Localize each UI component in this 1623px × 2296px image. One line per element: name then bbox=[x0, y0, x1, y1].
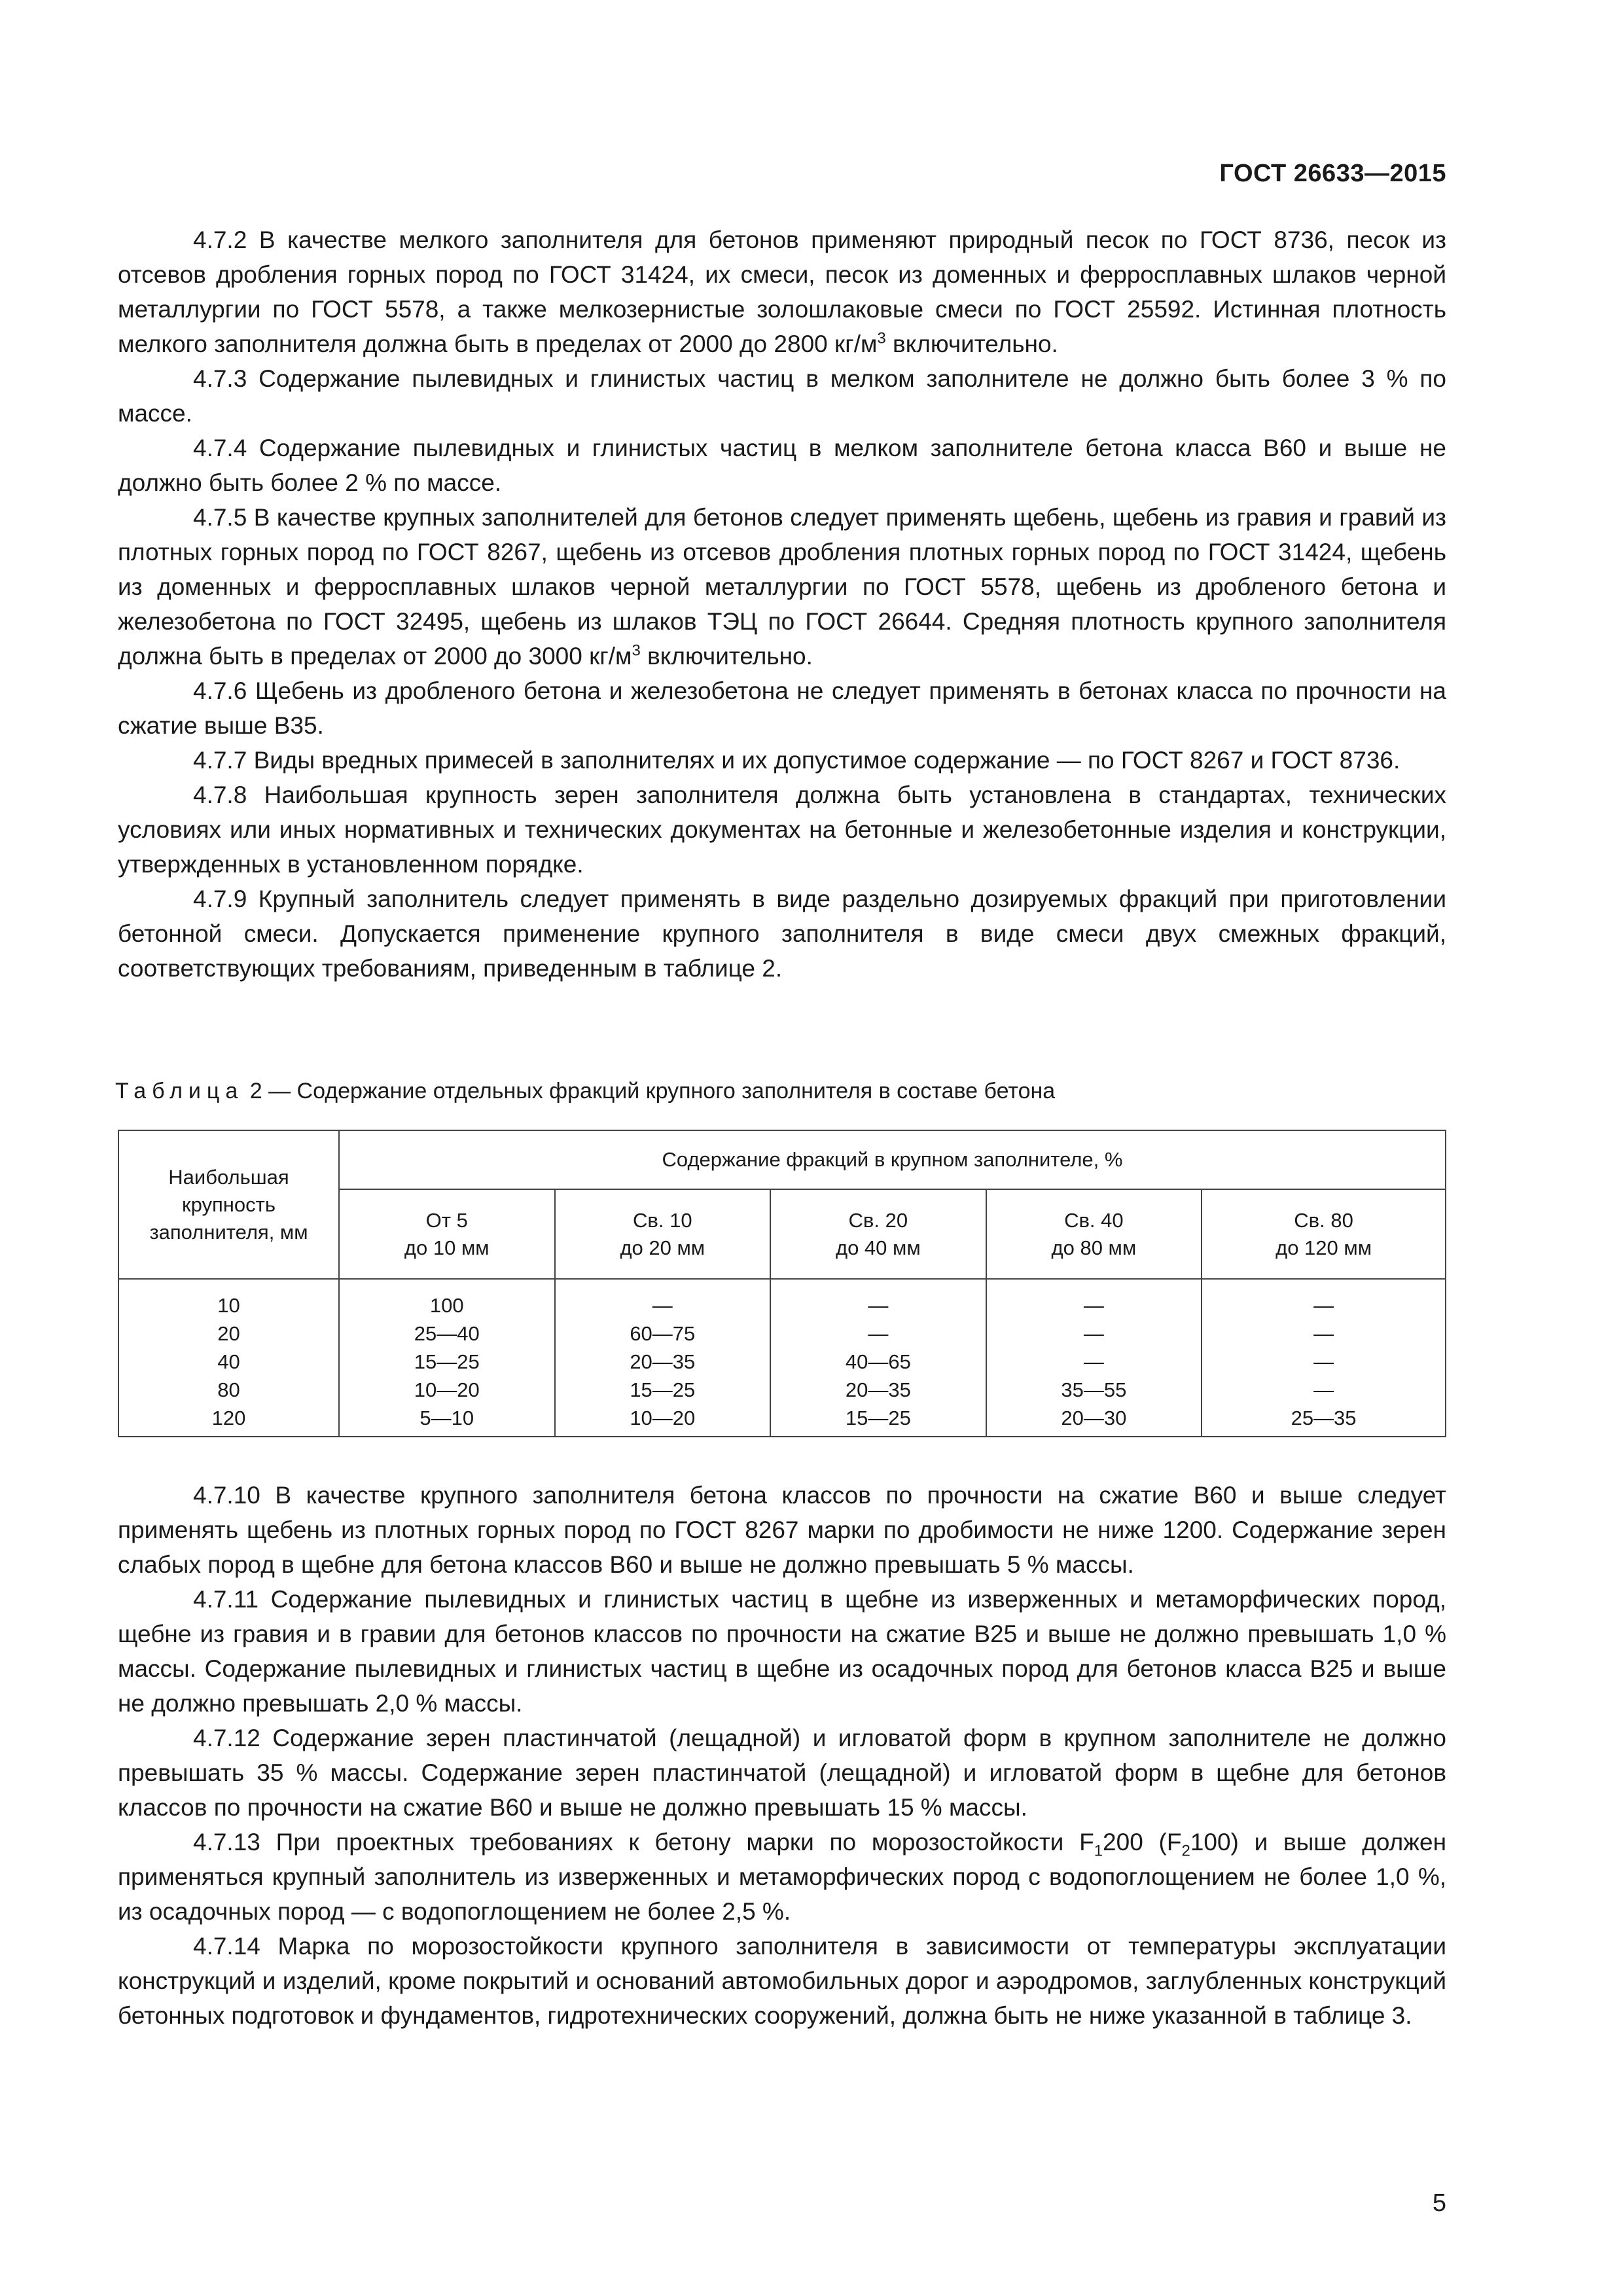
paragraph-4-7-9: 4.7.9 Крупный заполнитель следует применять в виде раздельно дозируемых фракций при приготовлении бетонной смеси. Допускается применение крупного заполнителя в виде смеси двух смежных фракций, соответствующих требованиям, приведенным в таблице 2. bbox=[118, 886, 1446, 982]
paragraph-4-7-7: 4.7.7 Виды вредных примесей в заполнителях и их допустимое содержание — по ГОСТ 8267 и ГОСТ 8736. bbox=[193, 747, 1400, 774]
table-subheader: От 5 до 10 мм bbox=[339, 1189, 555, 1279]
table-subheader: Св. 20 до 40 мм bbox=[770, 1189, 986, 1279]
page-number: 5 bbox=[1432, 2189, 1446, 2217]
paragraph-4-7-12: 4.7.12 Содержание зерен пластинчатой (лещадной) и игловатой форм в крупном заполнителе не должно превышать 35 % массы. Содержание зерен пластинчатой (лещадной) и игловатой форм в щебне для бетонов классов по прочности на сжатие В60 и выше не должно превышать 15 % массы. bbox=[118, 1725, 1446, 1821]
table-column-20-40: — — 40—65 20—35 15—25 bbox=[770, 1279, 986, 1437]
paragraph-4-7-2: 4.7.2 В качестве мелкого заполнителя для бетонов применяют природный песок по ГОСТ 8736, песок из отсевов дробления горных пород по ГОСТ 31424, их смеси, песок из доменных и ферросплавных шлаков черной металлургии по ГОСТ 5578, а также мелкозернистые золошлаковые смеси по ГОСТ 25592. Истинная плотность мелкого заполнителя должна быть в пределах от 2000 до 2800 $кг/м^3$ включительно. bbox=[118, 226, 1446, 357]
paragraph-4-7-8: 4.7.8 Наибольшая крупность зерен заполнителя должна быть установлена в стандартах, технических условиях или иных нормативных и технических документах на бетонные и железобетонные изделия и конструкции, утвержденных в установленном порядке. bbox=[118, 781, 1446, 878]
table-column-5-10: 100 25—40 15—25 10—20 5—10 bbox=[339, 1279, 555, 1437]
table-header-group: Содержание фракций в крупном заполнителе, % bbox=[339, 1130, 1446, 1189]
paragraph-4-7-14: 4.7.14 Марка по морозостойкости крупного заполнителя в зависимости от температуры эксплуатации конструкций и изделий, кроме покрытий и оснований автомобильных дорог и аэродромов, заглубленных конструкций бетонных подготовок и фундаментов, гидротехнических сооружений, должна быть не ниже указанной в таблице 3. bbox=[118, 1933, 1446, 2029]
table-column-80-120: — — — — 25—35 bbox=[1202, 1279, 1446, 1437]
paragraph-4-7-3: 4.7.3 Содержание пылевидных и глинистых частиц в мелком заполнителе не должно быть более 3 % по массе. bbox=[118, 365, 1446, 427]
table-subheader: Св. 80 до 120 мм bbox=[1202, 1189, 1446, 1279]
fractions-table bbox=[118, 1130, 1446, 1437]
paragraph-4-7-13: 4.7.13 При проектных требованиях к бетону марки по морозостойкости $F_1200$ $(F_2100)$ и выше должен применяться крупный заполнитель из изверженных и метаморфических пород с водопоглощением не более 1,0 %, из осадочных пород — с водопоглощением не более 2,5 %. bbox=[118, 1829, 1446, 1925]
table-column-sizes: 10 20 40 80 120 bbox=[118, 1279, 339, 1437]
text-block-top bbox=[118, 223, 1446, 986]
table-header-max-size: Наибольшая крупность заполнителя, мм bbox=[118, 1130, 339, 1279]
table-caption: Таблица 2 — Содержание отдельных фракций крупного заполнителя в составе бетона bbox=[115, 1079, 1056, 1103]
paragraph-4-7-11: 4.7.11 Содержание пылевидных и глинистых частиц в щебне из изверженных и метаморфических пород, щебне из гравия и в гравии для бетонов классов по прочности на сжатие В25 и выше не должно превышать 1,0 % массы. Содержание пылевидных и глинистых частиц в щебне из осадочных пород для бетонов класса В25 и выше не должно превышать 2,0 % массы. bbox=[118, 1586, 1446, 1717]
text-block-bottom bbox=[118, 1478, 1446, 2033]
paragraph-4-7-6: 4.7.6 Щебень из дробленого бетона и железобетона не следует применять в бетонах класса по прочности на сжатие выше В35. bbox=[118, 677, 1446, 739]
document-header: ГОСТ 26633—2015 bbox=[1219, 160, 1446, 187]
table-subheader: Св. 10 до 20 мм bbox=[555, 1189, 771, 1279]
table-subheader: Св. 40 до 80 мм bbox=[986, 1189, 1202, 1279]
table-column-10-20: — 60—75 20—35 15—25 10—20 bbox=[555, 1279, 771, 1437]
table-column-40-80: — — — 35—55 20—30 bbox=[986, 1279, 1202, 1437]
paragraph-4-7-4: 4.7.4 Содержание пылевидных и глинистых частиц в мелком заполнителе бетона класса В60 и выше не должно быть более 2 % по массе. bbox=[118, 435, 1446, 496]
paragraph-4-7-5: 4.7.5 В качестве крупных заполнителей для бетонов следует применять щебень, щебень из гравия и гравий из плотных горных пород по ГОСТ 8267, щебень из отсевов дробления плотных горных пород по ГОСТ 31424, щебень из доменных и ферросплавных шлаков черной металлургии по ГОСТ 5578, щебень из дробленого бетона и железобетона по ГОСТ 32495, щебень из шлаков ТЭЦ по ГОСТ 26644. Средняя плотность крупного заполнителя должна быть в пределах от 2000 до 3000 $кг/м^3$ включительно. bbox=[118, 504, 1446, 670]
paragraph-4-7-10: 4.7.10 В качестве крупного заполнителя бетона классов по прочности на сжатие В60 и выше следует применять щебень из плотных горных пород по ГОСТ 8267 марки по дробимости не ниже 1200. Содержание зерен слабых пород в щебне для бетона классов В60 и выше не должно превышать 5 % массы. bbox=[118, 1482, 1446, 1578]
